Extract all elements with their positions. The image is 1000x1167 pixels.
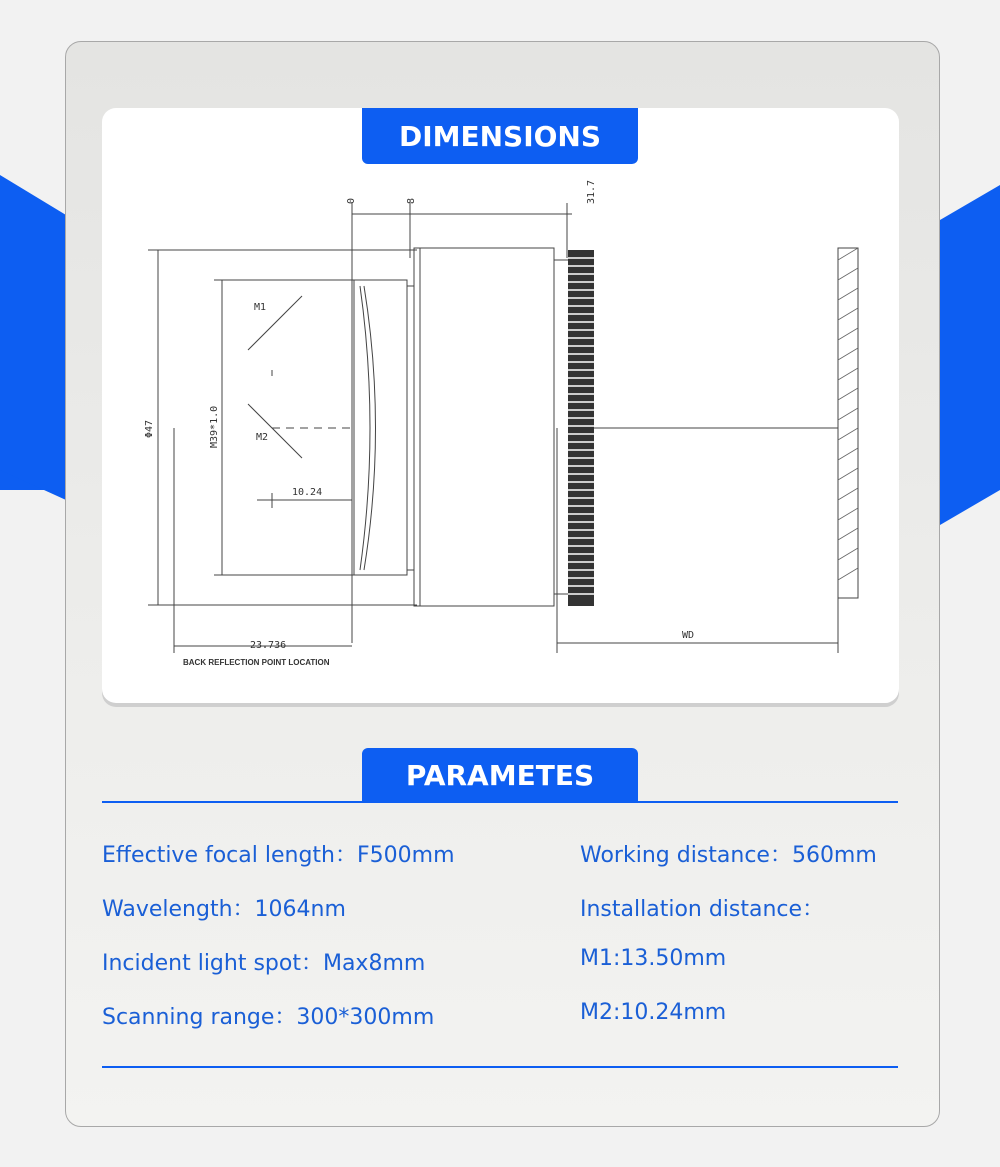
left-blue-stripe — [0, 170, 70, 530]
wd-label: WD — [682, 630, 695, 641]
phi47-label: Φ47 — [144, 419, 155, 438]
lens-barrel — [414, 248, 554, 606]
param-m2: M2:10.24mm — [580, 1000, 727, 1025]
target-plate — [838, 248, 858, 598]
m1-label: M1 — [254, 302, 267, 313]
lens-element — [354, 280, 407, 575]
knurled-ring — [568, 250, 594, 606]
back-reflection-label: BACK REFLECTION POINT LOCATION — [183, 658, 330, 667]
parameters-title: PARAMETES — [362, 748, 638, 802]
param-m1: M1:13.50mm — [580, 946, 727, 971]
dim-10-24-label: 10.24 — [292, 487, 323, 498]
param-incident-spot: Incident light spot：Max8mm — [102, 951, 426, 976]
dim-0-label: 0 — [346, 197, 357, 204]
param-scanning-range: Scanning range：300*300mm — [102, 1005, 435, 1030]
parameters-top-rule — [102, 801, 898, 803]
dim-8-label: 8 — [406, 197, 417, 204]
m39-label: M39*1.0 — [209, 405, 220, 448]
dim-23-736-label: 23.736 — [250, 640, 287, 651]
param-focal-length: Effective focal length：F500mm — [102, 843, 455, 868]
right-blue-stripe — [935, 180, 1000, 530]
param-installation-distance: Installation distance： — [580, 897, 825, 922]
param-working-distance: Working distance：560mm — [580, 843, 877, 868]
mirror-m2 — [248, 404, 302, 458]
parameters-bottom-rule — [102, 1066, 898, 1068]
param-wavelength: Wavelength：1064nm — [102, 897, 346, 922]
dim-31-7-label: 31.7 — [586, 179, 597, 204]
m2-label: M2 — [256, 432, 269, 443]
lens-dimension-drawing — [102, 108, 899, 703]
dimensions-title: DIMENSIONS — [362, 108, 638, 164]
